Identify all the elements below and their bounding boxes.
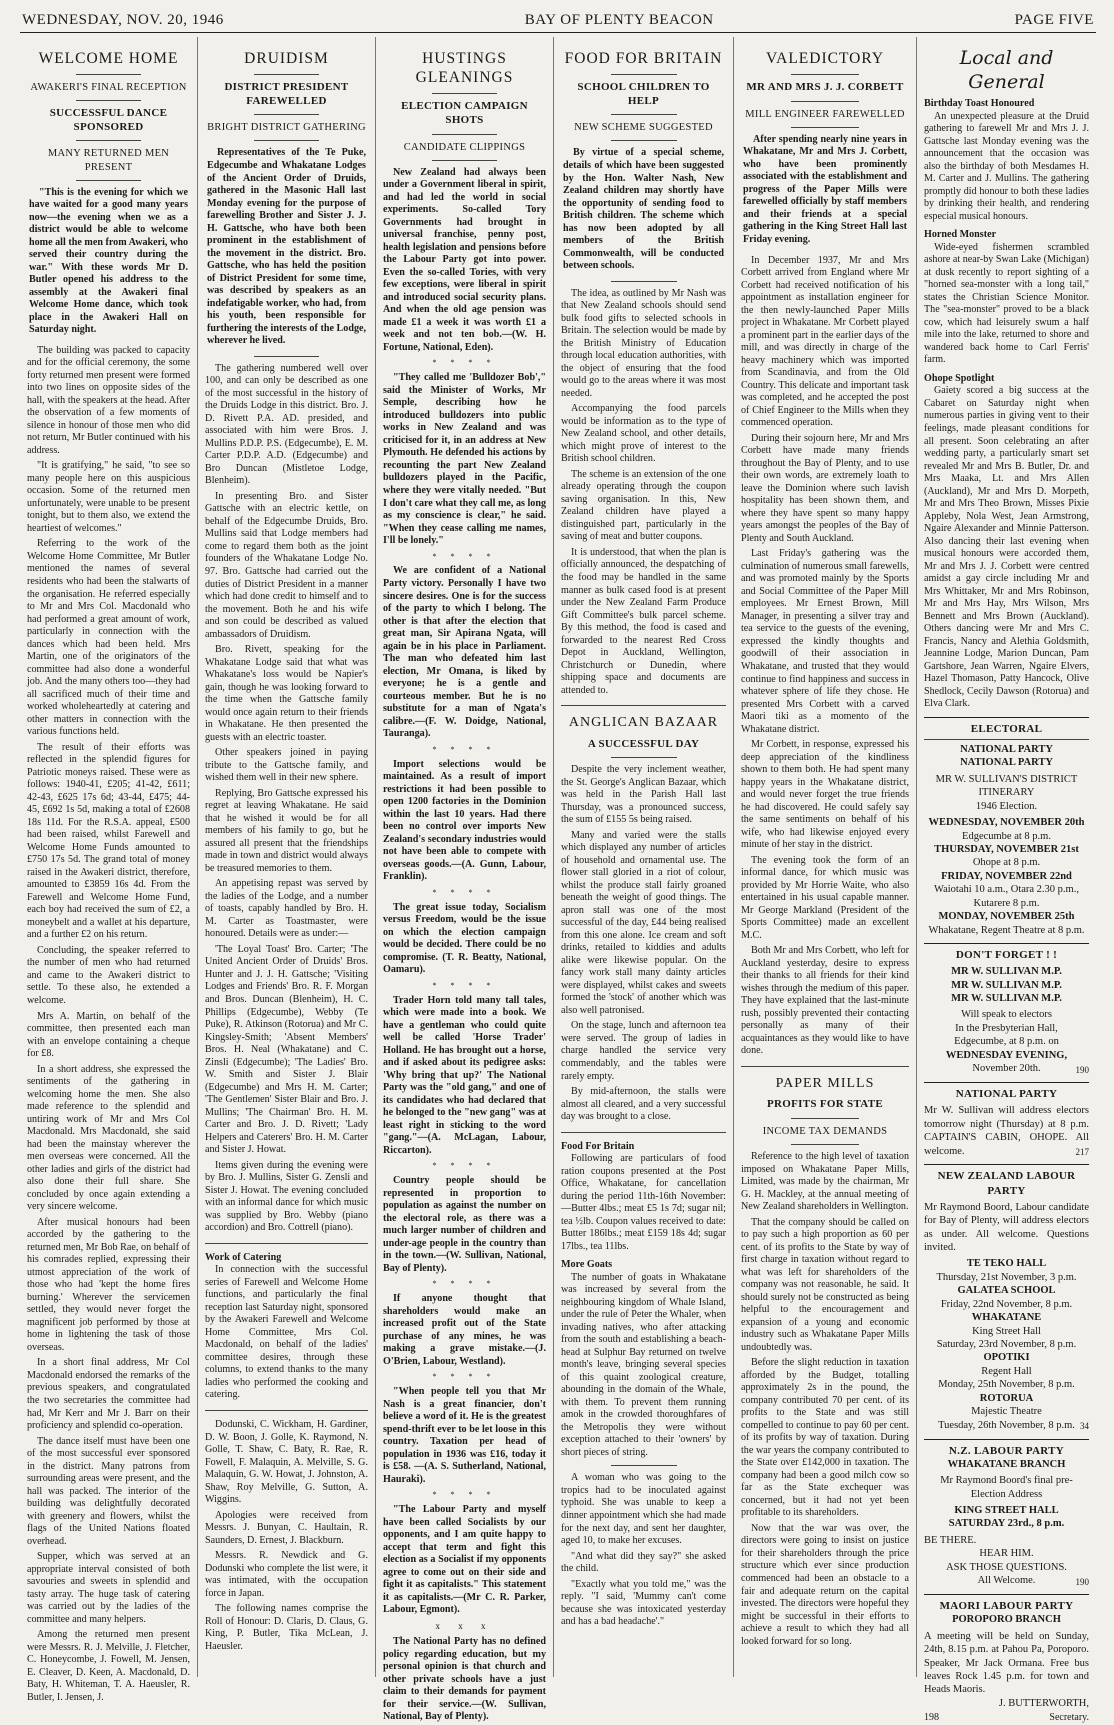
ad-line: KING STREET HALL [954, 1504, 1059, 1516]
ad-line: MR W. SULLIVAN M.P. [951, 966, 1062, 978]
paragraph: Trader Horn told many tall tales, which were made into a book. We have a gentleman who could quite well be called 'Horse Trader' Holland. He has brought out a horse, and if asked about its pedigree asks: 'Why bring that up?' The National Party was the "old gang," and one of its candidates who had declared that he belonged to the "new gang" was at least right in sticking to the word "gang."—(A. McLagan, Labour, Riccarton). [383, 994, 546, 1156]
paragraph: In a short final address, Mr Col Macdonald endorsed the remarks of the previous speakers, and congratulated the two secretaries the committee had had, Mr Kerr and Mr J. Barr on their proficiency and splendid co-operation. [27, 1357, 190, 1432]
ad-electoral [924, 717, 1089, 937]
divider [205, 1410, 368, 1411]
separator-stars: * * * * [432, 1490, 497, 1500]
paragraph: In December 1937, Mr and Mrs Corbett arrived from England where Mr Corbett had received notification of his appointment as installation engineer for the then newly-launched Paper Mills project in Whakatane. Mr Corbett played a prominent part in the earlier days of the mill, and was directly in charge of the heavy machinery which was imported from Scandinavia, and from the Old Country. This delicate and important task was completed, and he accepted the post of Chief Engineer to the Mills when they commenced operation. [741, 254, 909, 429]
masthead [20, 12, 1096, 33]
paragraph: Accompanying the food parcels would be information as to the type of New Zealand school, and other details, which might prove of interest to the British school children. [561, 403, 726, 465]
ad-date: THURSDAY, NOVEMBER 21st [934, 843, 1079, 855]
divider [741, 1066, 909, 1067]
paragraph: Mrs A. Martin, on behalf of the committee, then presented each man with an envelope containing a cheque for £8. [27, 1010, 190, 1060]
ad-line: WHAKATANE BRANCH [947, 1458, 1066, 1470]
separator-stars: * * * * [432, 1161, 497, 1171]
paragraph: Reference to the high level of taxation imposed on Whakatane Paper Mills, Limited, was made by the chairman, Mr G. H. Mackley, at the annual meeting of New Zealand shareholders in Wellington. [741, 1150, 909, 1213]
ad-number: 190 [1075, 1064, 1089, 1075]
ad-line: MR W. SULLIVAN M.P. [951, 979, 1062, 991]
paragraph: New Zealand had always been under a Government liberal in spirit, and had led the world in social experiments. So-called Tory Governments had brought in universal franchise, penny post, health legislation and pensions before the Labour Party got into power. Even the so-called Tories, with very few exceptions, were liberal in spirit and introduced social security plans. And when the old age pension was made £1 a week it was worth £1 a week and not ten bob.—(W. H. Fortune, National, Eden). [383, 166, 546, 353]
headline-food-for-britain: FOOD FOR BRITAIN [564, 50, 723, 67]
paragraph: Other speakers joined in paying tribute to the Gattsche family, and wished them well in their new sphere. [205, 747, 368, 784]
headline-welcome-home: WELCOME HOME [38, 50, 179, 67]
paragraph: Import selections would be maintained. As a result of import restrictions it had been possible to open 1200 factories in the Dominion within the last 10 years. Had there been no control over imports New Zealand's secondary industries would not have been able to compete with overseas goods.—(A. Gunn, Labour, Franklin). [383, 758, 546, 883]
column-hustings [376, 37, 554, 1723]
ad-line: Monday, 25th November, 8 p.m. [938, 1379, 1075, 1391]
divider [791, 74, 858, 75]
divider [254, 140, 319, 141]
divider [611, 140, 677, 141]
paragraph: The gathering numbered well over 100, and can only be described as one of the most successful in the history of the Druids Lodge in this district. Bro. J. D. Rivett P.A. AD. presided, and associated with him were Bros. J. Mullins P.D.P. P.S. (Edgecumbe), E. M. Carter P.D.P. A.D. (Edgecumbe) and Bro Duncan (Mistletoe Lodge, Blenheim). [205, 362, 368, 487]
separator-stars: * * * * [432, 1279, 497, 1289]
ad-line: SATURDAY 23rd., 8 p.m. [948, 1518, 1065, 1530]
divider [205, 1243, 368, 1244]
ad-line: A meeting will be held on Sunday, 24th, 8.15 p.m. at Pahou Pa, Poroporo. Speaker, Mr Jack Ormana. Free bus leaves Rock 1.45 p.m. for town and Heads Maoris. [924, 1630, 1089, 1696]
ad-line: POROPORO BRANCH [952, 1614, 1061, 1626]
subheading: MR AND MRS J. J. CORBETT [746, 81, 904, 94]
article-intro: Representatives of the Te Puke, Edgecumbe and Whakatane Lodges of the Ancient Order of Druids, gathered in the Masonic Hall last Monday evening for the purpose of farewelling Brother and Sister J. J. H. Gattsche, who have both been prominent in the establishment of the movement in the district. Bro. Gattsche, who has held the position of District President for some time, was described by speakers as an indefatigable worker, who had, from his youth, been responsible for furthering the interests of the Lodge, wherever he lived. [207, 147, 366, 347]
ad-footer [924, 1712, 1089, 1725]
paragraph: Supper, which was served at an appropriate interval consisted of both savouries and sweets in splendid and tasty array. The huge task of catering was carried out by the ladies of the committee and many helpers. [27, 1551, 190, 1625]
paragraph: Before the slight reduction in taxation afforded by the Budget, totalling approximately 2s in the pound, the company contributed 70 per cent. of its profits to the State and was still compelled to continue to pay 60 per cent. of its profits by way of taxation. During the war years the company contributed to the State over £142,000 in taxation. The company had been a good milch cow so far as the State exchequer was concerned, but it had not yet been profitable to its shareholders. [741, 1357, 909, 1519]
paragraph: An unexpected pleasure at the Druid gathering to farewell Mr and Mrs J. J. Gattsche last Monday evening was the announcement that the occasion was also the birthday of both Mesdames H. M. Carter and J. Mullins. The gathering promptly did honour to both these ladies by drinking their health, and rendering especial musical honours. [924, 110, 1089, 222]
ad-line: NATIONAL PARTY [960, 743, 1053, 755]
paragraph: The dance itself must have been one of the most successful ever sponsored in the district. Many patrons from surrounding areas were present, and the hall was packed. The interior of the building was delightfully decorated with greenery and flowers, whilst the flags of the United Nations floated overhead. [27, 1435, 190, 1547]
paragraph: "Exactly what you told me," was the reply. "I said, 'Mummy can't come because she was intoxicated yesterday and has a bad headache'." [561, 1578, 726, 1628]
ad-signature-title: Secretary. [1049, 1712, 1089, 1724]
separator-stars: * * * * [432, 358, 497, 368]
paragraph: The following names comprise the Roll of Honour: D. Claris, D. Claus, G. King, P. Butler, Tika McLean, J. Haeusler. [205, 1603, 368, 1652]
divider [76, 180, 141, 181]
divider [561, 705, 726, 706]
paragraph: The great issue today, Socialism versus Freedom, would be the issue on which the election campaign would be decided. There could be no compromise. (T. R. Beatty, National, Oamaru). [383, 901, 546, 976]
paragraph: We are confident of a National Party victory. Personally I have two sincere desires. One is for the success of the party to which I belong. The other is that after the election that great man, Sir Apirana Ngata, will again be in his place in Parliament. The man who defeated him last election, Mr Omana, is liked by everyone; he is a gentle and courteous member. But he is no substitute for a man of Ngata's calibre.—(F. W. Doidge, National, Tauranga). [383, 565, 546, 740]
subheading: PROFITS FOR STATE [767, 1098, 883, 1111]
subheading: INCOME TAX DEMANDS [762, 1125, 888, 1137]
paragraph: Items given during the evening were by Bro. J. Mullins, Sister G. Zensli and Sister J. Howat. The evening concluded with an informal dance for which music was supplied by Bro. Webby (piano accordion) and Bro. Cottrell (piano). [205, 1159, 368, 1234]
paragraph: In a short address, she expressed the sentiments of the gathering in welcoming home the men. She also made reference to the splendid and untiring work of Mr and Mrs Col Macdonald. Mrs Macdonald, she said had been the mainstay wherever the men overseas were concerned. All the other ladies and girls of the district had also done their full share. She concluded by once again extending a very sincere welcome. [27, 1063, 190, 1213]
subsection-title: Birthday Toast Honoured [924, 98, 1035, 110]
ad-line: In the Presbyterian Hall, [955, 1022, 1058, 1034]
column-druidism [198, 37, 376, 1677]
ad-heading: NEW ZEALAND LABOUR PARTY [937, 1170, 1076, 1197]
ad-heading: MAORI LABOUR PARTY [939, 1600, 1074, 1613]
separator-stars: * * * * [432, 551, 497, 561]
column-local-and-general [917, 37, 1096, 1724]
headline-valedictory: VALEDICTORY [765, 50, 885, 67]
ad-line: BE THERE. [924, 1534, 977, 1546]
ad-dont-forget [924, 943, 1089, 1076]
paragraph: The evening took the form of an informal dance, for which music was provided by Mr Horrie Waite, who also entertained in his usual capable manner. Mr George Markland (President of the Sports Committee) made an excellent M.C. [741, 854, 909, 941]
column-welcome-home [20, 37, 198, 1703]
paragraph: That the company should be called on to pay such a high proportion as 60 per cent. of its profits to the State by way of first charge in taxation without regard to what was left for shareholders of the company was not reasonable, he said. It should surely not be constructed as being helpful to the encouragement and expansion of a young and economic industry such as Whakatane Paper Mills undoubtedly was. [741, 1216, 909, 1353]
paragraph: Dodunski, C. Wickham, H. Gardiner, D. W. Boon, J. Golle, K. Raymond, N. Golle, T. Shaw, C. Baty, R. Rae, R. Fowell, F. Malaquin, A. Melville, S. G. Malaquin, G. W. Howat, J. Johnston, A. Shaw, Roy Melville, G. Sutton, A. Wiggins. [205, 1418, 368, 1506]
divider [791, 127, 858, 128]
paragraph: Referring to the work of the Welcome Home Committee, Mr Butler mentioned the names of several residents who had been the stalwarts of the organisation. He referred especially to Mr and Mrs Col. Macdonald who had performed a great amount of work, particularly in connection with the dances which had been held. Mrs Martin, one of the originators of the committee had also done a wonderful job. And the many others too—they had all sacrificed much of their time and worked wholeheartedly at catering and other matters in connection with the various functions held. [27, 538, 190, 738]
paragraph: Wide-eyed fishermen scrambled ashore at near-by Swan Lake (Michigan) at dusk recently to report sighting of a "horned sea-monster with a long tail," states the Christian Science Monitor. The "sea-monster" proved to be a black cow, which had leisurely swum a half mile into the lake, returned to shore and wandered back home to Carl Ferris' farm. [924, 241, 1089, 366]
separator-stars: * * * * [432, 1372, 497, 1382]
subheading: NEW SCHEME SUGGESTED [574, 122, 713, 134]
headline-anglican-bazaar: ANGLICAN BAZAAR [568, 715, 719, 731]
ad-line: Will speak to electors [961, 1009, 1052, 1021]
separator-stars: * * * * [432, 887, 497, 897]
paragraph: Concluding, the speaker referred to the number of men who had returned and came to the Awakeri district to settle. To these also, he extended a welcome. [27, 944, 190, 1006]
divider [76, 100, 141, 101]
column-valedictory [734, 37, 917, 1677]
subheading: MILL ENGINEER FAREWELLED [745, 108, 905, 120]
divider [76, 140, 141, 141]
divider [611, 1465, 677, 1466]
paragraph: Both Mr and Mrs Corbett, who left for Auckland yesterday, desire to express their thanks to all friends for their kind wishes through the medium of this paper. They have explained that the last-minute rush, possibly prevented their contacting personally as many of their acquaintances as they would like to have done. [741, 945, 909, 1057]
paragraph: The result of their efforts was reflected in the splendid figures for Patriotic moneys raised. These were as follows: 1940-41, £205; 41-42, £611; 42-43, £625 17s 6d; 43-44, £475; 44-45, £692 1s 5d, making a total of £2608 18s 11d. For the R.S.A. appeal, £500 had been raised, whilst Farewell and Welcome Home Funds amounted to £750 17s 5d. The grand total of money raised in the Awakeri district, therefore, amounted to £3859 16s 4d. From the Farewell and Welcome Home Fund, each boy had received the sum of £2, a moneybelt and a wallet at his departure, and a further £2 on his return. [27, 741, 190, 941]
paragraph: "It is gratifying," he said, "to see so many people here on this auspicious occasion. Some of the returned men unfortunately, were unable to be present tonight, but to them also, we extend the heartiest of welcomes." [27, 460, 190, 534]
ad-date: FRIDAY, NOVEMBER 22nd [941, 870, 1072, 882]
subsection-title: Food For Britain [561, 1140, 635, 1152]
paragraph: Gaiety scored a big success at the Cabaret on Saturday night when numerous parties in giving vent to their feelings, made pleasant conditions for all present. Soon celebrating an after wedding party, a particularly smart set revealed Mr and Mrs B. Butler, Dr. and Mrs Maaka, Lt. and Mrs Allen (Auckland), Mr and Mrs D. Morpeth, Mr and Mrs Theo Brown, Misses Pixie Appleby, Nola West, Jean Armstrong, Ngaire Alexander and Minnie Patterson. Also dancing their last evening when musical honours were accorded them, Mr and Mrs J. J. Corbett were centred amidst a gay circle including Mr and Mrs Whittaker, Mr and Mrs Robinson, Mr and Mrs Hay, Mrs Wilson, Mrs Bennett and Mrs Brown (Auckland). Others dancing were Mr and Mrs C. Francis, Nancy and Alethia Goldsmith, Jeannine Lodge, Marion Duncan, Pam Gartshore, Jean Warren, Ngaire Elvers, Hazel Thomason, Patty Hancock, Olive Shedlock, Cecily Dawson (Rotorua) and Elva Clark. [924, 385, 1089, 710]
paragraph: After musical honours had been accorded by the gathering to the returned men, Mr Bob Rae, on behalf of his comrades replied, expressing their utmost appreciation of the work of those who had 'kept the home fires burning.' Wherever the servicemen settled, they would never forget the magnificent job performed by those at home in lightening the task of those overseas. [27, 1216, 190, 1353]
paragraph: Despite the very inclement weather, the St. George's Anglican Bazaar, which was held in the Parish Hall last Thursday, was a pronounced success, the sum of £155 5s being raised. [561, 764, 726, 826]
ad-signature: J. BUTTERWORTH, [998, 1697, 1089, 1709]
article-intro: "This is the evening for which we have waited for a good many years now—the evening when we as a district would be able to welcome home all the men from Awakeri, who served their country during the war." With these words Mr D. Butler opened his address to the assembly at the Awakeri final Welcome Home dance, which took place in the Awakeri Hall on Saturday night. [29, 186, 188, 336]
divider [611, 114, 677, 115]
paragraph: "The Labour Party and myself have been called Socialists by our opponents, and I am quite happy to accept that term and fight this election as a Socialist if my opponents agree to come out on their side and fight it as capitalists." This statement it as capitalists.—(Mr C. R. Parker, Labour, Egmont). [383, 1504, 546, 1616]
paragraph: It is understood, that when the plan is officially announced, the despatching of the food may be handled in the same manner as bulk cased food is at present under the New Zealand Farm Produce Gift Committee's bulk parcel scheme. By this method, the food is cased and forwarded to the nearest Red Cross Depot in Auckland, Wellington, Christchurch or Dunedin, where shipping space and documents are attended to. [561, 546, 726, 696]
paragraph: In presenting Bro. and Sister Gattsche with an electric kettle, on behalf of the Edgecumbe Druids, Bro. Mullins said that Lodge members had come to regard them both as the joint founders of the Whakatane Lodge No. 97. Bro. Gattsche had carried out the duties of District President in a manner which had done credit to himself and to the movement. Both he and his wife and son could be described as valued ambassadors of Druidism. [205, 490, 368, 640]
paragraph: The idea, as outlined by Mr Nash was that New Zealand schools should send bulk food gifts to selected schools in Britain. The selection would be made by the British Ministry of Education through local education authorities, with the object of ensuring that the food would go to the areas where it was most needed. [561, 287, 726, 399]
divider [611, 757, 677, 758]
ad-venue: GALATEA SCHOOL [957, 1285, 1056, 1297]
paragraph: "They called me 'Bulldozer Bob'," said the Minister of Works, Mr Semple, describing how he introduced bulldozers into public works in New Zealand and was criticised for it, in an address at New Plymouth. He defended his actions by recounting the part New Zealand bulldozers played in the Pacific, where they were vitally needed. "But I don't care what they call me, as long as my conscience is clear," he said. "When they cease calling me names, I'll be lonely." [383, 372, 546, 547]
divider [791, 101, 858, 102]
ad-line: Whakatane, Regent Theatre at 8 p.m. [928, 924, 1085, 936]
paragraph: Messrs. R. Newdick and G. Dodunski who complete the list were, it was intimated, with the occupation force in Japan. [205, 1550, 368, 1599]
ad-line: HEAR HIM. [979, 1548, 1034, 1560]
paragraph: The building was packed to capacity and for the official ceremony, the some forty returned men present were formed into two lines on opposite sides of the hall, with the speakers at the head. After the observation of a few moments of silence in honour of those men who did not return, Mr Butler continued with his address. [27, 344, 190, 456]
divider [432, 134, 497, 135]
subheading: ELECTION CAMPAIGN SHOTS [401, 100, 528, 127]
ad-line: MR W. SULLIVAN'S DISTRICT ITINERARY [935, 773, 1078, 799]
ad-line: Thursday, 21st November, 3 p.m. [936, 1271, 1077, 1283]
subsection-title: Work of Catering [205, 1251, 282, 1263]
ad-line: King Street Hall [972, 1325, 1041, 1337]
paragraph: Replying, Bro Gattsche expressed his regret at leaving Whakatane. He said that he wished it would be for all members of his family to go, but he assured all present that the friendships made in town and district would always be treasured memories to them. [205, 787, 368, 874]
ad-line: Mr Raymond Boord, Labour candidate for Bay of Plenty, will address electors as under. All welcome. Questions invited. [924, 1201, 1089, 1253]
divider [791, 1144, 858, 1145]
ad-venue: OPOTIKI [983, 1352, 1030, 1364]
subheading: AWAKERI'S FINAL RECEPTION [30, 82, 187, 94]
ad-line: Waiotahi 10 a.m., Otara 2.30 p.m., Kutarere 8 p.m. [934, 884, 1079, 909]
headline-local-and-general: Local and General [959, 47, 1054, 93]
paragraph: By mid-afternoon, the stalls were almost all cleared, and a very successful day was brought to a close. [561, 1086, 726, 1123]
ad-line: 1946 Election. [975, 800, 1038, 812]
divider [611, 281, 677, 282]
ad-heading: DON'T FORGET ! ! [955, 949, 1058, 962]
paragraph: Country people should be represented in proportion to population as against the number on the electoral role, as there was a much larger number of children and under-age people in the country than in the town.—(W. Sullivan, National, Bay of Plenty). [383, 1175, 546, 1274]
paper-title: BAY OF PLENTY BEACON [524, 12, 714, 28]
ad-venue: TE TEKO HALL [966, 1258, 1047, 1270]
paragraph: In connection with the successful series of Farewell and Welcome Home functions, and particularly the final reception last Saturday night, sponsored by the Awakeri Farewell and Welcome Home Committee, Mrs Col. Macdonald, on behalf of the ladies' committee desires, through these columns, to extend thanks to the many ladies who performed the cooking and catering. [205, 1264, 368, 1401]
subheading: SUCCESSFUL DANCE SPONSORED [49, 107, 168, 133]
paragraph: The number of goats in Whakatane was increased by several from the neighbouring kingdom of Whale Island, under the rule of Peter the Whaler, when invading natives, who after attacking from the south and establishing a beach-head at Sulphur Bay returned on twelve month's leave, bringing several species of this quaint zoological creature, abounding in the domain of the Whale, with them. To prevent them running amok in the crowded thoroughfares of the Metropolis they were without exception attached to their 'owners' by short pieces of string. [561, 1271, 726, 1458]
separator-crosses: x x x [435, 1620, 494, 1631]
ad-national-party [924, 1082, 1089, 1158]
paragraph: The scheme is an extension of the one already operating through the coupon saving organisation. In this, New Zealand children have played a distinguished part, particularly in the saving of meat and butter coupons. [561, 468, 726, 543]
ad-number: 217 [1075, 1146, 1089, 1157]
paragraph: During their sojourn here, Mr and Mrs Corbett have made many friends throughout the Bay of Plenty, and to use their own words, are extremely loath to leave the Dominion where such lavish hospitality has been shown them, and where they have spent so many happy years amongst the peoples of the Bay of Plenty and South Auckland. [741, 432, 909, 544]
separator-stars: * * * * [432, 980, 497, 990]
ad-line: Friday, 22nd November, 8 p.m. [940, 1298, 1073, 1310]
ad-whakatane-branch [924, 1439, 1089, 1589]
ad-heading: ELECTORAL [970, 722, 1043, 735]
article-intro: After spending nearly nine years in Whakatane, Mr and Mrs J. Corbett, who have been prominently associated with the establishment and progress of the Paper Mills were farewelled officially by staff members and their friends at a special gathering in the King Street Hall last Friday evening. [743, 133, 907, 245]
ad-maori-labour-party [924, 1594, 1089, 1725]
ad-line: MR W. SULLIVAN M.P. [951, 993, 1062, 1004]
ad-venue: ROTORUA [979, 1392, 1034, 1404]
divider [76, 74, 141, 75]
separator-stars: * * * * [432, 744, 497, 754]
headline-hustings-gleanings: HUSTINGS GLEANINGS [415, 50, 514, 87]
ad-number: 190 [1075, 1576, 1089, 1587]
subheading: A SUCCESSFUL DAY [587, 737, 700, 750]
subsection-title: Ohope Spotlight [924, 372, 995, 384]
ad-line: ASK THOSE QUESTIONS. [946, 1561, 1067, 1573]
ad-venue: WHAKATANE [971, 1312, 1042, 1324]
paragraph: Now that the war was over, the directors were going to insist on justice for their shareholders through the price structure which ever since production commenced had been an obstacle to a fair and adequate return on the capital invested. The directors were hopeful they might be successful in their efforts to achieve a result to which they had all looked forward for so long. [741, 1522, 909, 1647]
divider [924, 739, 1089, 740]
paragraph: "When people tell you that Mr Nash is a great financier, don't believe a word of it. He is the greatest spend-thrift ever to be let loose in this country. Taxation per head of population in 1936 was £16, today it is £58. —(A. S. Sutherland, National, Hauraki). [383, 1386, 546, 1485]
ad-line: Edgecumbe at 8 p.m. [962, 830, 1051, 842]
ad-number: 198 [924, 1712, 939, 1724]
subheading: CANDIDATE CLIPPINGS [403, 141, 526, 153]
ad-line: Regent Hall [981, 1365, 1032, 1377]
divider [561, 1132, 726, 1133]
divider [432, 160, 497, 161]
divider [432, 93, 497, 94]
ad-line: Tuesday, 26th November, 8 p.m. [938, 1419, 1075, 1431]
subheading: BRIGHT DISTRICT GATHERING [207, 122, 366, 134]
paragraph: The National Party has no defined policy regarding education, but my personal opinion is that church and other private schools have a just claim to their demands for payment for their service.—(W. Sullivan, National, Bay of Plenty). [383, 1636, 546, 1723]
divider [791, 1118, 858, 1119]
ad-line: Ohope at 8 p.m. [972, 857, 1041, 869]
headline-paper-mills: PAPER MILLS [775, 1075, 875, 1091]
ad-number: 34 [1080, 1421, 1089, 1432]
paragraph: Following are particulars of food ration coupons presented at the Post Office, Whakatane, for cancellation during the period 11th-16th November:—Butter 4lbs.; meat £5 1s 7d; sugar nil; tea ½lb. Coupon values received to date: Butter 186lbs.; meat £159 18s 4d; sugar 17lbs., tea 11lbs. [561, 1153, 726, 1252]
paragraph: Bro. Rivett, speaking for the Whakatane Lodge said that what was Whakatane's loss would be Napier's gain, though he was looking forward to the time when the Gattsche family would once again return to their friends in Whakatane. He then presented the guests with an electric toaster. [205, 644, 368, 743]
divider [254, 74, 319, 75]
paragraph: On the stage, lunch and afternoon tea were served. The group of ladies in charge handled the service very commendably, and the tables were rarely empty. [561, 1020, 726, 1082]
paragraph: 'The Loyal Toast' Bro. Carter; 'The United Ancient Order of Druids' Bros. Hunter and J. J. H. Gattsche; 'Visiting Lodges and Friends' Bro. R. F. Morgan and Bros. Duncan (Blenheim), H. C. Phillips (Edgecumbe), Webby (Te Puke), R. Atkinson (Rotorua) and Mr C. Kingsley-Smith; 'Absent Members' Bros. H. Neal (Whakatane) and C. Zinsli (Edgecumbe); 'The Ladies' Bro. W. Smith and Sister J. Blair (Edgecumbe) and Mrs H. M. Carter; 'The Gentlemen' Sister Blair and Bro. J. Mullins; 'The Chairman' Bro. H. M. Carter and Bro. J. D. Rivett; 'Lady Helpers and Caterers' Bro. H. M. Carter and Sister J. Howat. [205, 943, 368, 1156]
subheading: SCHOOL CHILDREN TO HELP [577, 81, 710, 107]
subheading: MANY RETURNED MEN PRESENT [47, 148, 170, 173]
ad-line: Mr W. Sullivan will address electors tomorrow night (Thursday) at 8 p.m. CAPTAIN'S CABIN, OHOPE. All welcome. [924, 1105, 1089, 1157]
ad-line: Saturday, 23rd November, 8 p.m. [936, 1339, 1077, 1351]
ad-labour-party [924, 1164, 1089, 1432]
article-intro: By virtue of a special scheme, details of which have been suggested by the Hon. Walter Nash, New Zealand children may shortly have the opportunity of sending food to British children. The scheme which has now been adopted by all members of the British Commonwealth, will be conducted between schools. [563, 147, 724, 272]
ad-line: Edgecumbe, at 8 p.m. on [954, 1036, 1059, 1048]
paragraph: "And what did they say?" she asked the child. [561, 1550, 726, 1575]
subheading: DISTRICT PRESIDENT FAREWELLED [224, 81, 349, 107]
divider [254, 114, 319, 115]
paragraph: Many and varied were the stalls which displayed any number of articles of household and ornamental use. The flower stall gloried in a riot of colour, whilst the produce stall fairly groaned beneath the weight of good things. The apron stall was one of the most successful of the day, £44 being realised from this one alone. Ice cream and soft drinks, retailed to kiddies and adults alike were likewise popular. On the fancy work stall many dainty articles were displayed, whilst cakes and sweets formed the 'stock' of another which was also well patronised. [561, 829, 726, 1016]
paragraph: Apologies were received from Messrs. J. Bunyan, C. Haultain, R. Saunders, D. Ernest, J. Blackburn. [205, 1509, 368, 1546]
ad-line: Mr Raymond Boord's final pre-Election Address [940, 1475, 1073, 1500]
divider [254, 356, 319, 357]
ad-heading: NATIONAL PARTY [955, 1088, 1058, 1101]
paragraph: Among the returned men present were Messrs. R. J. Melville, J. Fletcher, C. Honeycombe, J. Fowell, M. Jensen, E. Cleaver, D. Keen, A. Macdonald, D. Baty, H. Whiteman, T. A. Haeusler, R. Butler, I. Jensen, J. [27, 1629, 190, 1703]
page-number: PAGE FIVE [1014, 12, 1094, 28]
ad-line: NATIONAL PARTY [960, 757, 1053, 769]
ad-heading: N.Z. LABOUR PARTY [948, 1444, 1065, 1457]
ad-date: MONDAY, NOVEMBER 25th [938, 911, 1075, 923]
paragraph: A woman who was going to the tropics had to be inoculated against typhoid. She was unable to keep a dinner appointment which she had made for the next day, and sent her daughter, aged 10, to make her excuses. [561, 1472, 726, 1547]
subsection-title: More Goats [561, 1259, 613, 1271]
paragraph: An appetising repast was served by the ladies of the Lodge, and a number of toasts, capably handled by Bro. H. M. Carter as Toastmaster, were honoured. Details were as under:— [205, 878, 368, 940]
headline-druidism: DRUIDISM [244, 50, 329, 67]
subsection-title: Horned Monster [924, 229, 997, 241]
paragraph: Last Friday's gathering was the culmination of numerous small farewells, and was promoted mainly by the Sports and Social Committee of the Paper Mill employees. Mr Ernest Brown, Mill Manager, in presenting a silver tray and tea service to the guests of the evening, expressed the kindly thoughts and goodwill of their association in Whakatane, and trusted that they would continue to find happiness and success in whatever sphere of life they chose. He presented Mrs Corbett with a carved Maori tiki as a momento of the Whakatane district. [741, 548, 909, 735]
column-food-for-britain [554, 37, 734, 1677]
columns [20, 37, 1096, 1724]
ad-line: WEDNESDAY EVENING, [945, 1049, 1068, 1061]
ad-line: All Welcome. [977, 1575, 1036, 1587]
paragraph: If anyone thought that shareholders would make an increased profit out of the State purchase of any mines, he was making a grave mistake.—(J. O'Brien, Labour, Westland). [383, 1293, 546, 1367]
ad-line: Majestic Theatre [971, 1406, 1042, 1418]
issue-date: WEDNESDAY, NOV. 20, 1946 [22, 12, 224, 28]
divider [611, 74, 677, 75]
ad-date: WEDNESDAY, NOVEMBER 20th [928, 817, 1085, 829]
paragraph: Mr Corbett, in response, expressed his deep appreciation of the kindliness shown to them both. He had spent many happy years in the Whakatane district, and would never forget the true friends he had discovered. He could safely say the same sentiments on behalf of his wife, who had likewise enjoyed every minute of her stay in the district. [741, 739, 909, 851]
ad-line: November 20th. [972, 1063, 1041, 1075]
